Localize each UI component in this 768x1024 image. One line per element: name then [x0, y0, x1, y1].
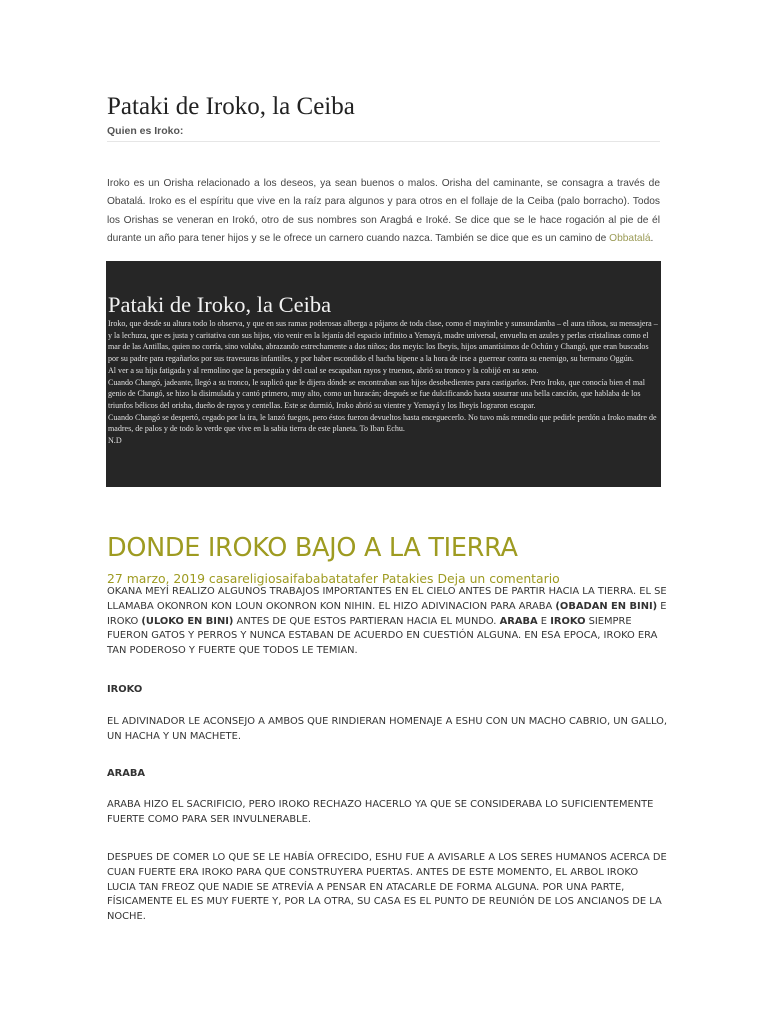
bold-run: (OBADAN EN BINI)	[555, 600, 658, 612]
quote-box-text	[108, 318, 659, 447]
text-run: OKANA MEYÍ REALIZO ALGUNOS TRABAJOS IMPORTANTES EN EL CIELO ANTES DE PARTIR HACIA LA TIERRA. EL SE LLAMABA OKONRON KON LOUN OKONRON KON NIHIN. EL HIZO ADIVINACION PARA ARABA	[107, 586, 667, 612]
article-paragraph: ARABA HIZO EL SACRIFICIO, PERO IROKO RECHAZO HACERLO YA QUE SE CONSIDERABA LO SUFICIENTEMENTE FUERTE COMO PARA SER INVULNERABLE.	[107, 799, 654, 825]
text-run: E IROKO	[107, 600, 667, 627]
quote-paragraph: Iroko, que desde su altura todo lo observa, y que en sus ramas poderosas alberga a pájaros de toda clase, como el mayimbe y sunsundamba – el aura tiñosa, su mensajera – y la lechuza, que es justa y caritativa con sus hijos, vio venir en la lejanía del espacio infinito a Yemayá, madre universal, envuelta en azules y perlas cristalinas como el mar de las Antillas, quien no corría, sino volaba, abrazando estrechamente a dos niños; dos meyis: los Ibeyis, hijos amantísimos de Ochún y Changó, que eran buscados por su padre para regañarlos por sus travesuras infantiles, y por haber escondido el hacha bipene a la hora de irse a guerrear contra su enemigo, su hermano Oggún.	[108, 319, 658, 364]
quote-signature: N.D	[108, 436, 122, 446]
quote-paragraph: Al ver a su hija fatigada y al remolino que la perseguía y del cual se escapaban rayos y truenos, abrió su tronco y la cobijó en su seno.	[108, 365, 539, 375]
page-title: Pataki de Iroko, la Ceiba	[107, 93, 355, 120]
quote-box-title: Pataki de Iroko, la Ceiba	[108, 292, 332, 317]
text-run: E	[537, 615, 551, 627]
section-heading-araba: ARABA	[107, 768, 146, 779]
article-meta: 27 marzo, 2019 casareligiosaifababatatafer Patakies Deja un comentario	[107, 571, 560, 586]
quote-paragraph: Cuando Changó, jadeante, llegó a su tronco, le suplicó que le dijera dónde se encontraban sus hijos desobedientes para castigarlos. Pero Iroko, que conocía bien el mal genio de Changó, se hizo la disimulada y cantó primero, muy alto, como un huracán; después se fue dulcificando hasta susurrar una bella canción, que hablaba de los triunfos bélicos del orisha, dueño de rayos y centellas. Este se durmió, Iroko abrió su vientre y Yemayá y los Ibeyis lograron escapar.	[108, 377, 645, 410]
intro-end: .	[650, 233, 654, 245]
section-subtitle: Quien es Iroko:	[107, 125, 660, 142]
article-paragraph	[107, 585, 667, 659]
section-heading-iroko: IROKO	[107, 684, 143, 695]
text-run: SIEMPRE FUERON GATOS Y PERROS Y NUNCA ESTABAN DE ACUERDO EN CUESTIÓN ALGUNA. EN ESA EPOCA, IROKO ERA TAN PODEROSO Y FUERTE QUE TODOS LE TEMIAN.	[107, 615, 658, 657]
text-run: ANTES DE QUE ESTOS PARTIERAN HACIA EL MUNDO.	[233, 615, 500, 627]
intro-text: Iroko es un Orisha relacionado a los deseos, ya sean buenos o malos. Orisha del caminante, se consagra a través de Obatalá. Iroko es el espíritu que vive en la raíz para algunos y para otros en el follaje de la Ceiba (palo borracho). Todos los Orishas se veneran en Irokó, otro de sus nombres son Aragbá e Iroké. Se dice que se le hace rogación al pie de él durante un año para tener hijos y se le ofrece un carnero cuando nazca. También se dice que es un camino de	[107, 178, 660, 245]
obbatala-link[interactable]: Obbatalá	[609, 233, 651, 245]
pataki-quote-box	[106, 261, 661, 487]
quote-paragraph: Cuando Changó se despertó, cegado por la ira, le lanzó fuegos, pero éstos fueron devueltos hasta enceguecerlo. No tuvo más remedio que pedirle perdón a Iroko madre de madres, de palos y de todo lo verde que vive en la sabia tierra de este planeta. To Iban Echu.	[108, 412, 657, 434]
article-paragraph: EL ADIVINADOR LE ACONSEJO A AMBOS QUE RINDIERAN HOMENAJE A ESHU CON UN MACHO CABRIO, UN GALLO, UN HACHA Y UN MACHETE.	[107, 716, 668, 742]
article-title: DONDE IROKO BAJO A LA TIERRA	[107, 533, 518, 563]
bold-run: ARABA	[499, 615, 538, 627]
bold-run: (ULOKO EN BINI)	[141, 615, 234, 627]
article-paragraph: DESPUES DE COMER LO QUE SE LE HABÍA OFRECIDO, ESHU FUE A AVISARLE A LOS SERES HUMANOS ACERCA DE CUAN FUERTE ERA IROKO PARA QUE CONSTRUYERA PUERTAS. ANTES DE ESTE MOMENTO, EL ARBOL IROKO LUCIA TAN FREOZ QUE NADIE SE ATREVÍA A PENSAR EN ATACARLE DE FORMA ALGUNA. POR UNA PARTE, FÍSICAMENTE EL ES MUY FUERTE Y, POR LA OTRA, SU CASA ES EL PUNTO DE REUNIÓN DE LOS ANCIANOS DE LA NOCHE.	[107, 852, 667, 923]
bold-run: IROKO	[550, 615, 586, 627]
intro-paragraph	[107, 175, 660, 249]
